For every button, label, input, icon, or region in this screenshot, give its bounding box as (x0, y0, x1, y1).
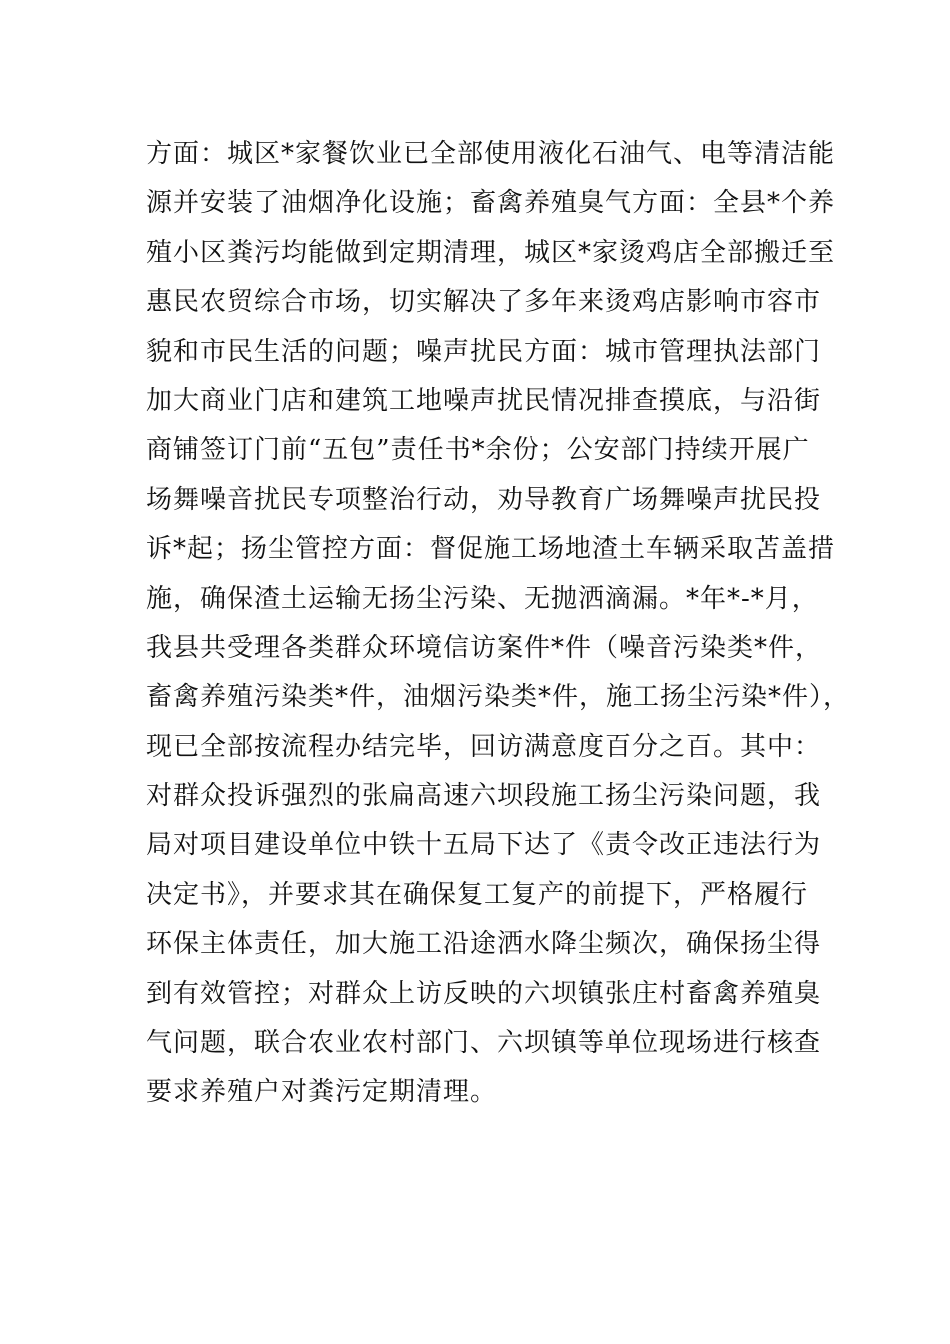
text-line: 施，确保渣土运输无扬尘污染、无抛洒滴漏。*年*-*月， (146, 583, 819, 614)
text-line: 诉*起；扬尘管控方面：督促施工场地渣土车辆采取苫盖措 (146, 534, 836, 565)
text-line: 源并安装了油烟净化设施；畜禽养殖臭气方面：全县*个养 (146, 188, 836, 219)
text-line: 场舞噪音扰民专项整治行动，劝导教育广场舞噪声扰民投 (146, 484, 822, 515)
text-line: 到有效管控；对群众上访反映的六坝镇张庄村畜禽养殖臭 (146, 978, 822, 1009)
text-line: 商铺签订门前“五包”责任书*余份；公安部门持续开展广 (146, 435, 810, 466)
text-line: 气问题，联合农业农村部门、六坝镇等单位现场进行核查 (146, 1028, 822, 1059)
body-paragraph (146, 130, 851, 1118)
text-line: 要求养殖户对粪污定期清理。 (146, 1077, 498, 1108)
text-line: 我县共受理各类群众环境信访案件*件（噪音污染类*件， (146, 632, 823, 663)
text-line: 加大商业门店和建筑工地噪声扰民情况排查摸底，与沿街 (146, 385, 822, 416)
text-line: 貌和市民生活的问题；噪声扰民方面：城市管理执法部门 (146, 336, 822, 367)
text-line: 环保主体责任，加大施工沿途洒水降尘频次，确保扬尘得 (146, 929, 822, 960)
text-line: 惠民农贸综合市场，切实解决了多年来烫鸡店影响市容市 (146, 287, 822, 318)
text-line: 殖小区粪污均能做到定期清理，城区*家烫鸡店全部搬迁至 (146, 237, 836, 268)
text-line: 对群众投诉强烈的张扁高速六坝段施工扬尘污染问题，我 (146, 781, 822, 812)
text-line: 方面：城区*家餐饮业已全部使用液化石油气、电等清洁能 (146, 139, 836, 169)
text-line: 局对项目建设单位中铁十五局下达了《责令改正违法行为 (146, 830, 822, 861)
text-line: 畜禽养殖污染类*件，油烟污染类*件，施工扬尘污染*件）， (146, 682, 851, 713)
text-line: 现已全部按流程办结完毕，回访满意度百分之百。其中： (146, 731, 822, 762)
text-line: 决定书》，并要求其在确保复工复产的前提下，严格履行 (146, 879, 809, 910)
